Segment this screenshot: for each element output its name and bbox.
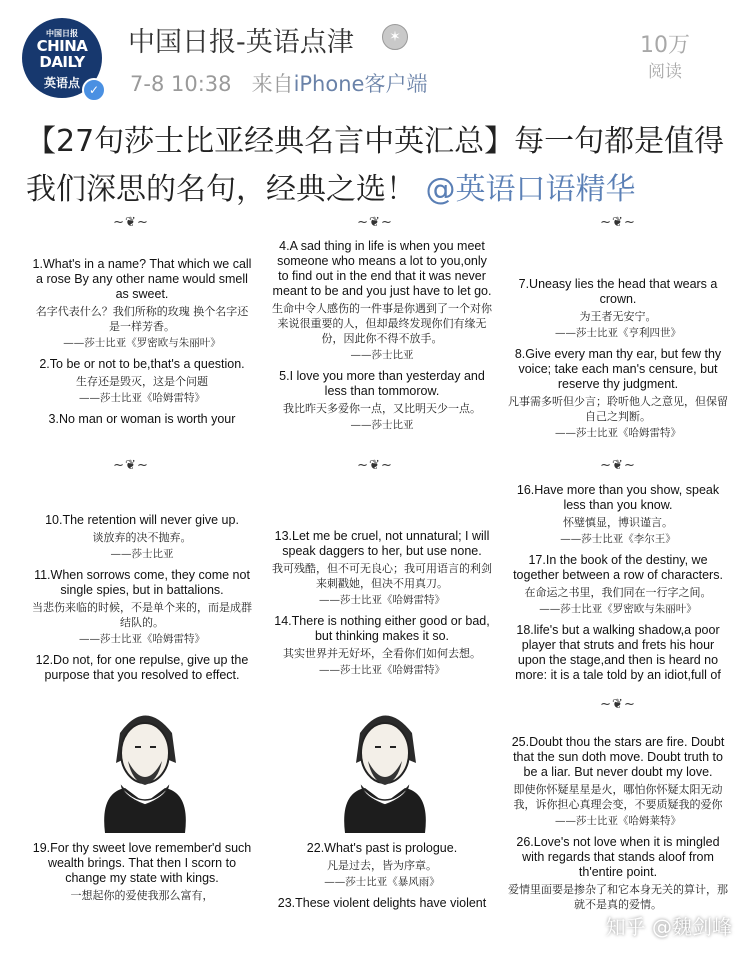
quote-english: 10.The retention will never give up.: [45, 513, 239, 527]
quote-panel: [28, 257, 256, 449]
quote: [504, 483, 732, 547]
quote-chinese: 谈放弃的决不抛弃。: [92, 531, 192, 544]
read-count-number: 10万: [640, 33, 690, 58]
quote-english: 17.In the book of the destiny, we together between a row of characters.: [513, 553, 723, 582]
quote-chinese: 在命运之书里，我们同在一行字之间。: [524, 586, 712, 599]
quote: [28, 412, 256, 427]
source-link[interactable]: iPhone客户端: [293, 72, 428, 96]
quote-chinese: 名字代表什么？我们所称的玫瑰 换个名字还是一样芳香。: [35, 305, 249, 333]
quote-chinese: 生命中令人感伤的一件事是你遇到了一个对你来说很重要的人，但却最终发现你们有缘无份，因此你不得不放手。: [272, 302, 492, 345]
avatar-line1: 中国日报: [46, 29, 78, 38]
quote: [28, 513, 256, 562]
quote-attribution: ——莎士比亚: [110, 548, 174, 560]
medal-icon: ✶: [382, 24, 408, 50]
quote-attribution: ——莎士比亚《罗密欧与朱丽叶》: [539, 603, 697, 615]
quote-panel: [28, 841, 256, 958]
quote-panel: [28, 513, 256, 685]
quote: [504, 553, 732, 617]
post-body: 【27句莎士比亚经典名言中英汇总】每一句都是值得我们深思的名句，经典之选！: [26, 124, 725, 207]
quote-english: 23.These violent delights have violent: [277, 896, 487, 910]
quote-attribution: ——莎士比亚《哈姆雷特》: [319, 664, 445, 676]
quote: [268, 239, 496, 363]
quote-english: 22.What's past is prologue.: [306, 841, 458, 855]
quote-chinese: 其实世界并无好坏，全看你们如何去想。: [283, 647, 481, 660]
quote-attribution: ——莎士比亚《哈姆雷特》: [555, 427, 681, 439]
quote: [504, 277, 732, 341]
quote-chinese: 怀璧慎显，博识谨言。: [563, 516, 673, 529]
quote-chinese: 我可残酷，但不可无良心；我可用语言的利剑来刺戳她，但决不用真刀。: [272, 562, 492, 590]
post-image[interactable]: [28, 215, 728, 958]
quote-attribution: ——莎士比亚《哈姆雷特》: [79, 392, 205, 404]
post-time: 7-8 10:38: [130, 72, 232, 96]
quote-attribution: ——莎士比亚《亨利四世》: [555, 327, 681, 339]
quote-attribution: ——莎士比亚: [350, 419, 414, 431]
quote-chinese: 为王者无安宁。: [579, 310, 657, 323]
quote: [268, 841, 496, 890]
quote-chinese: 凡是过去，皆为序章。: [327, 859, 437, 872]
quote: [28, 841, 256, 903]
quote-english: 13.Let me be cruel, not unnatural; I will speak daggers to her, but use none.: [274, 529, 490, 558]
quote-english: 8.Give every man thy ear, but few thy voice; take each man's censure, but reserve thy judgment.: [514, 347, 722, 391]
quote-panel: [268, 239, 496, 449]
ornament: ~❦~: [357, 215, 393, 230]
quote-chinese: 爱情里面要是掺杂了和它本身无关的算计，那就不是真的爱情。: [508, 883, 728, 911]
quote-attribution: ——莎士比亚《哈姆雷特》: [319, 594, 445, 606]
quote-english: 25.Doubt thou the stars are fire. Doubt that the sun doth move. Doubt truth to be a liar. But never doubt my love.: [511, 735, 725, 779]
quote-english: 11.When sorrows come, they come not single spies, but in battalions.: [34, 568, 250, 597]
quote-english: 14.There is nothing either good or bad, but thinking makes it so.: [274, 614, 490, 643]
quote: [28, 257, 256, 351]
ornament: ~❦~: [113, 458, 149, 473]
quote: [504, 347, 732, 441]
avatar-line2: CHINA DAILY: [36, 37, 88, 71]
quote-chinese: 即使你怀疑星星是火，哪怕你怀疑太阳无动我，诉你担心真理会变，不要质疑我的爱你: [513, 783, 723, 811]
ornament: ~❦~: [600, 697, 636, 712]
quote-chinese: 凡事需多听但少言；聆听他人之意见，但保留自己之判断。: [508, 395, 728, 423]
quote-english: 3.No man or woman is worth your: [48, 412, 236, 426]
quote-attribution: ——莎士比亚: [350, 349, 414, 361]
post-text: [26, 118, 726, 214]
quote-attribution: ——莎士比亚《暴风雨》: [324, 876, 440, 888]
read-count: [640, 28, 690, 82]
quote-english: 7.Uneasy lies the head that wears a crown.: [518, 277, 718, 306]
ornament: ~❦~: [600, 215, 636, 230]
ornament: ~❦~: [113, 215, 149, 230]
read-count-label: 阅读: [648, 62, 682, 82]
quote-attribution: ——莎士比亚《罗密欧与朱丽叶》: [63, 337, 221, 349]
quote-panel: [504, 483, 732, 685]
account-name[interactable]: 中国日报-英语点津: [128, 27, 354, 58]
quote-english: 12.Do not, for one repulse, give up the purpose that you resolved to effect.: [35, 653, 249, 682]
quote: [268, 896, 496, 911]
quote-english: 19.For thy sweet love remember'd such wealth brings. That then I scorn to change my state with kings.: [32, 841, 252, 885]
quote-english: 2.To be or not to be,that's a question.: [39, 357, 245, 371]
shakespeare-portrait: [80, 693, 210, 833]
quote-panel: [268, 529, 496, 685]
quote-english: 1.What's in a name? That which we call a rose By any other name would smell as sweet.: [32, 257, 252, 301]
quote: [504, 735, 732, 829]
quote: [28, 568, 256, 647]
quote: [268, 614, 496, 678]
quote-attribution: ——莎士比亚《哈姆雷特》: [79, 633, 205, 645]
ornament: ~❦~: [600, 458, 636, 473]
quote-english: 18.life's but a walking shadow,a poor player that struts and frets his hour upon the stage,and then is heard no more: it is a tale told by an idiot,full of: [515, 623, 721, 682]
watermark: 知乎 @魏剑峰: [605, 915, 732, 939]
quote-panel: [268, 841, 496, 958]
quote: [28, 653, 256, 683]
shakespeare-portrait: [320, 693, 450, 833]
quote-attribution: ——莎士比亚《哈姆莱特》: [555, 815, 681, 827]
quote-attribution: ——莎士比亚《李尔王》: [560, 533, 676, 545]
quote: [268, 529, 496, 608]
post-header: [0, 0, 750, 110]
quote-chinese: 一想起你的爱使我那么富有，: [70, 889, 214, 902]
ornament: ~❦~: [357, 458, 393, 473]
quote-english: 26.Love's not love when it is mingled with regards that stands aloof from th'entire point.: [516, 835, 720, 879]
source-prefix: 来自: [251, 72, 294, 96]
post-meta: [130, 68, 427, 98]
quote-english: 5.I love you more than yesterday and less than tommorow.: [279, 369, 485, 398]
quote: [28, 357, 256, 406]
quote-english: 16.Have more than you show, speak less than you know.: [516, 483, 720, 512]
mention-link[interactable]: @英语口语精华: [425, 172, 636, 207]
quote: [504, 835, 732, 912]
quote: [268, 369, 496, 433]
quote-chinese: 我比昨天多爱你一点，又比明天少一点。: [283, 402, 481, 415]
quote-panel: [504, 277, 732, 449]
quote: [504, 623, 732, 683]
avatar-line3: 英语点: [43, 76, 80, 90]
quote-chinese: 当悲伤来临的时候，不是单个来的，而是成群结队的。: [32, 601, 252, 629]
check-icon: ✓: [82, 78, 106, 102]
quote-english: 4.A sad thing in life is when you meet someone who means a lot to you,only to find out in the end that it was never meant to be and you just have to let go.: [272, 239, 492, 298]
quote-chinese: 生存还是毁灭，这是个问题: [76, 375, 208, 388]
